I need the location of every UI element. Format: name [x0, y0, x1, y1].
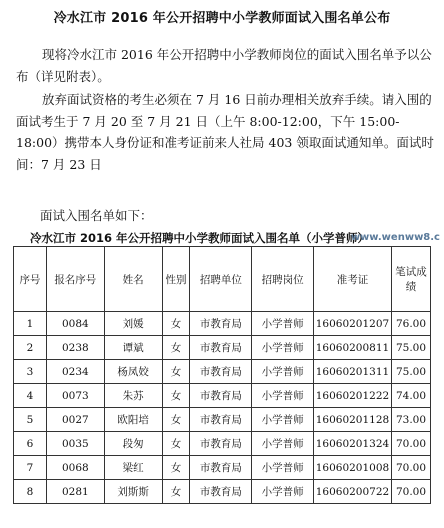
header-position: 招聘岗位: [252, 247, 314, 312]
cell-employer: 市教育局: [190, 408, 252, 432]
cell-employer: 市教育局: [190, 432, 252, 456]
cell-reg-no: 0073: [46, 384, 104, 408]
page-title: 冷水江市 2016 年公开招聘中小学教师面试入围名单公布: [53, 11, 391, 26]
watermark: www.wenww8.c: [350, 232, 440, 243]
header-name: 姓名: [104, 247, 162, 312]
cell-reg-no: 0027: [46, 408, 104, 432]
cell-index: 3: [14, 360, 47, 384]
cell-position: 小学普师: [252, 336, 314, 360]
cell-score: 73.00: [391, 408, 430, 432]
cell-score: 70.00: [391, 480, 430, 504]
table-row: [14, 312, 431, 336]
cell-name: 杨凤姣: [104, 360, 162, 384]
cell-ticket: 16060200811: [313, 336, 391, 360]
header-reg-no: 报名序号: [46, 247, 104, 312]
cell-name: 梁红: [104, 456, 162, 480]
cell-ticket: 16060201222: [313, 384, 391, 408]
cell-employer: 市教育局: [190, 360, 252, 384]
cell-score: 70.00: [391, 432, 430, 456]
table-title: 冷水江市 2016 年公开招聘中小学教师面试入围名单（小学普师）: [30, 231, 370, 245]
header-gender: 性别: [162, 247, 190, 312]
cell-index: 6: [14, 432, 47, 456]
cell-ticket: 16060201128: [313, 408, 391, 432]
cell-gender: 女: [162, 312, 190, 336]
cell-reg-no: 0084: [46, 312, 104, 336]
header-score: 笔试成绩: [391, 247, 430, 312]
cell-reg-no: 0035: [46, 432, 104, 456]
table-row: [14, 408, 431, 432]
cell-gender: 女: [162, 432, 190, 456]
list-intro: 面试入围名单如下：: [40, 208, 153, 223]
cell-reg-no: 0234: [46, 360, 104, 384]
header-index: 序号: [14, 247, 47, 312]
cell-employer: 市教育局: [190, 384, 252, 408]
table-row: [14, 384, 431, 408]
cell-gender: 女: [162, 456, 190, 480]
cell-position: 小学普师: [252, 360, 314, 384]
cell-name: 朱苏: [104, 384, 162, 408]
header-employer: 招聘单位: [190, 247, 252, 312]
cell-ticket: 16060200722: [313, 480, 391, 504]
intro-paragraph: 现将冷水江市 2016 年公开招聘中小学教师岗位的面试入围名单予以公布（详见附表）。: [16, 47, 432, 84]
cell-index: 7: [14, 456, 47, 480]
cell-score: 75.00: [391, 336, 430, 360]
cell-ticket: 16060201207: [313, 312, 391, 336]
cell-reg-no: 0238: [46, 336, 104, 360]
cell-score: 75.00: [391, 360, 430, 384]
cell-index: 2: [14, 336, 47, 360]
cell-reg-no: 0068: [46, 456, 104, 480]
table-header-row: [14, 247, 431, 312]
cell-index: 4: [14, 384, 47, 408]
cell-position: 小学普师: [252, 432, 314, 456]
cell-name: 谭斌: [104, 336, 162, 360]
cell-ticket: 16060201311: [313, 360, 391, 384]
cell-reg-no: 0281: [46, 480, 104, 504]
header-ticket: 准考证: [313, 247, 391, 312]
table-row: [14, 432, 431, 456]
table-row: [14, 360, 431, 384]
cell-employer: 市教育局: [190, 312, 252, 336]
cell-employer: 市教育局: [190, 480, 252, 504]
cell-index: 1: [14, 312, 47, 336]
cell-ticket: 16060201324: [313, 432, 391, 456]
cell-score: 70.00: [391, 456, 430, 480]
cell-position: 小学普师: [252, 456, 314, 480]
cell-ticket: 16060201008: [313, 456, 391, 480]
cell-employer: 市教育局: [190, 336, 252, 360]
cell-gender: 女: [162, 384, 190, 408]
table-row: [14, 336, 431, 360]
cell-position: 小学普师: [252, 384, 314, 408]
table-row: [14, 456, 431, 480]
cell-name: 段匆: [104, 432, 162, 456]
cell-gender: 女: [162, 480, 190, 504]
cell-index: 8: [14, 480, 47, 504]
cell-gender: 女: [162, 360, 190, 384]
cell-gender: 女: [162, 408, 190, 432]
cell-position: 小学普师: [252, 480, 314, 504]
cell-position: 小学普师: [252, 312, 314, 336]
table-row: [14, 480, 431, 504]
cell-employer: 市教育局: [190, 456, 252, 480]
cell-score: 74.00: [391, 384, 430, 408]
cell-score: 76.00: [391, 312, 430, 336]
cell-name: 刘媛: [104, 312, 162, 336]
cell-position: 小学普师: [252, 408, 314, 432]
cell-name: 欧阳培: [104, 408, 162, 432]
cell-gender: 女: [162, 336, 190, 360]
cell-index: 5: [14, 408, 47, 432]
notice-paragraph: 放弃面试资格的考生必须在 7 月 16 日前办理相关放弃手续。请入围的面试考生于 7 月 20 至 7 月 21 日（上午 8:00-12:00，下午 15:00-18:00）携带本人身份证和准考证前来人社局 403 领取面试通知单。面试时间：7 月 23 日: [16, 92, 434, 172]
cell-name: 刘斯斯: [104, 480, 162, 504]
candidate-table: [13, 246, 431, 504]
